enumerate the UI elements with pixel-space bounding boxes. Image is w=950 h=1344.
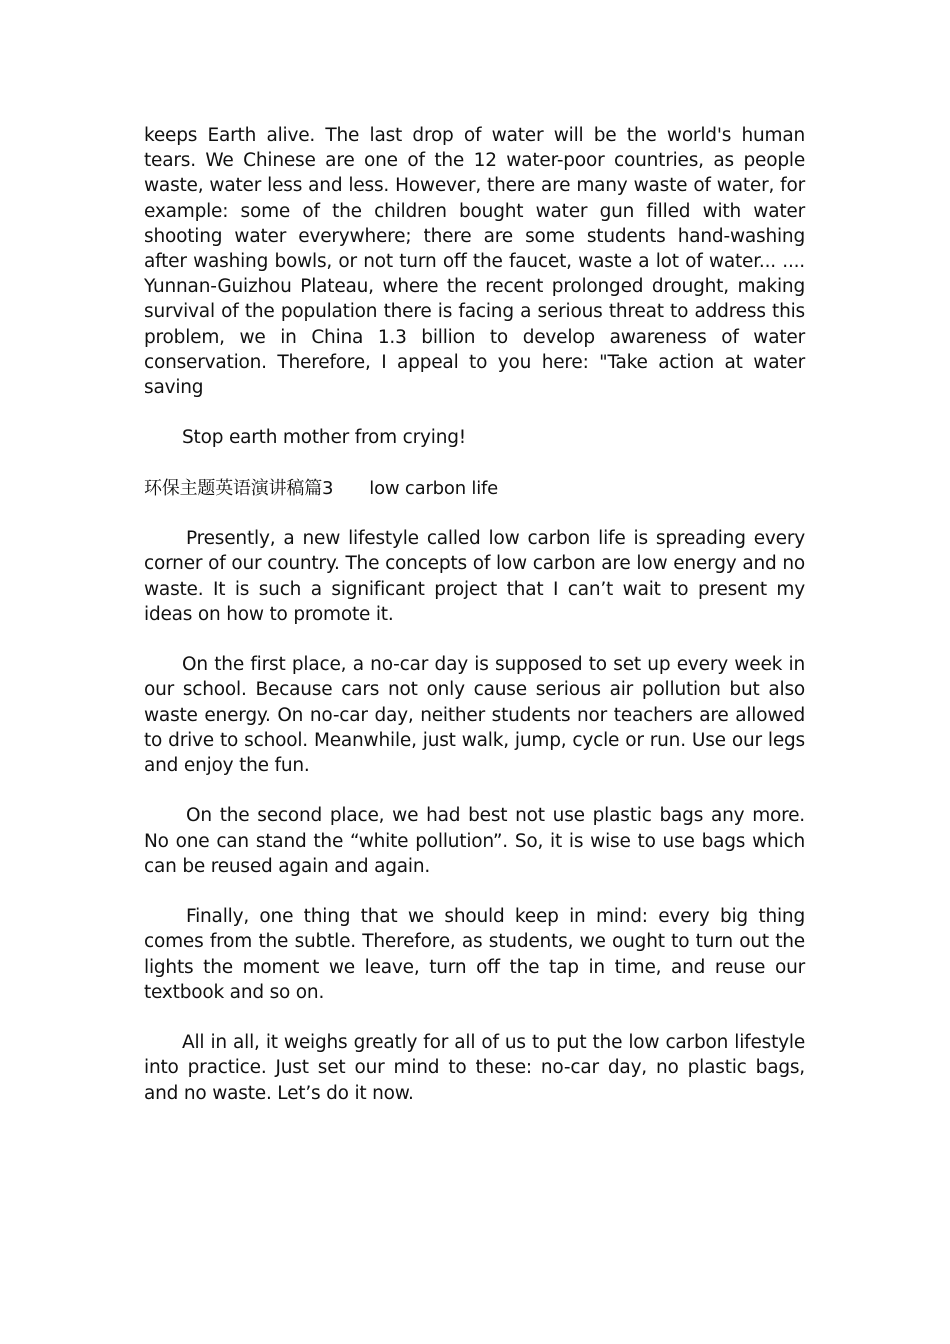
closing-line: Stop earth mother from crying! <box>182 427 466 449</box>
body-paragraph-all-in-all: All in all, it weighs greatly for all of us to put the low carbon lifestyle into practice. Just set our mind to these: no-car day, no plastic bags, and no waste. Let’s do it now. <box>144 1032 805 1104</box>
section-heading <box>144 476 805 501</box>
document-page <box>144 123 805 1131</box>
body-paragraph-first-place: On the first place, a no-car day is supposed to set up every week in our school. Because cars not only cause serious air pollution but also waste energy. On no-car day, neither students nor teachers are allowed to drive to school. Meanwhile, just walk, jump, cycle or run. Use our legs and enjoy the fun. <box>144 654 805 777</box>
intro-paragraph: keeps Earth alive. The last drop of water will be the world's human tears. We Chinese are one of the 12 water-poor countries, as people waste, water less and less. However, there are many waste of water, for example: some of the children bought water gun filled with water shooting water everywhere; there are some students hand-washing after washing bowls, or not turn off the faucet, waste a lot of water... .... Yunnan-Guizhou Plateau, where the recent prolonged drought, making survival of the population there is facing a serious threat to address this problem, we in China 1.3 billion to develop awareness of water conservation. Therefore, I appeal to you here: "Take action at water saving <box>144 125 805 399</box>
body-paragraph-finally: Finally, one thing that we should keep in mind: every big thing comes from the subtle. Therefore, as students, we ought to turn out the lights the moment we leave, turn off the tap in time, and reuse our textbook and so on. <box>144 906 805 1003</box>
section-title: low carbon life <box>369 477 499 499</box>
body-paragraph-second-place: On the second place, we had best not use plastic bags any more. No one can stand the “white pollution”. So, it is wise to use bags which can be reused again and again. <box>144 805 805 877</box>
body-paragraph-presently: Presently, a new lifestyle called low carbon life is spreading every corner of our country. The concepts of low carbon are low energy and no waste. It is such a significant project that I can’t wait to present my ideas on how to promote it. <box>144 528 805 625</box>
section-number-label: 环保主题英语演讲稿篇3 <box>144 477 334 499</box>
